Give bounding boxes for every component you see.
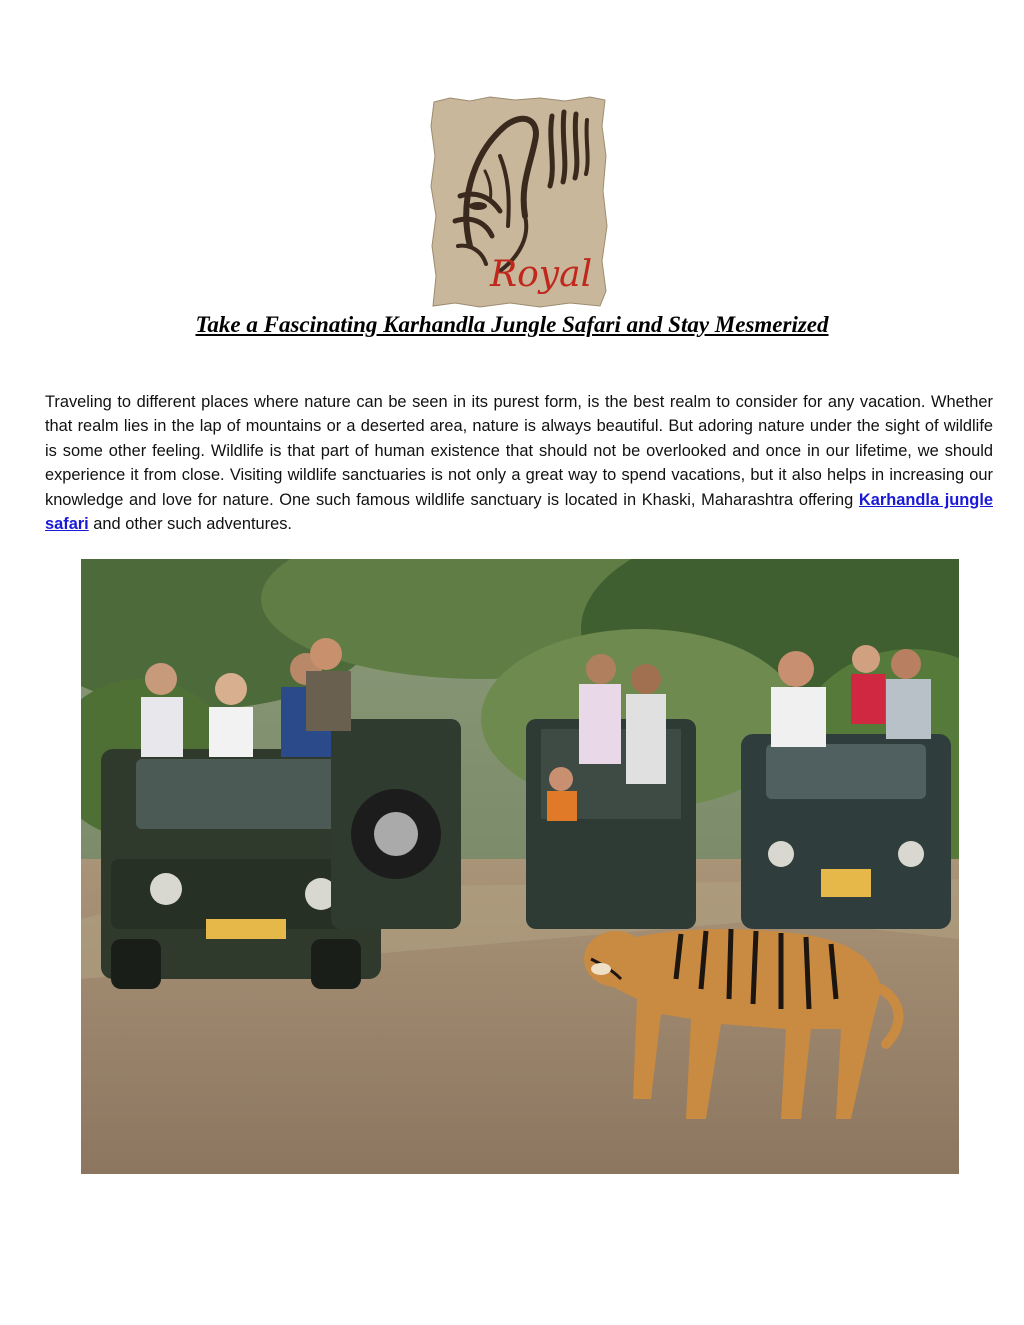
svg-text:Royal: Royal (490, 254, 593, 295)
paragraph-text-end: and other such adventures. (88, 515, 292, 534)
karhandla-safari-link[interactable]: Karhandla jungle safari (45, 490, 993, 534)
safari-scene-image (81, 559, 959, 1174)
tiger-logo-icon (430, 96, 608, 308)
paragraph-text: Traveling to different places where nature can be seen in its purest form, is the best realm to consider for any vacation. Whether that realm lies in the lap of mountains or a deserted area, nature is always beautiful. But adoring nature under the sight of wildlife is some other feeling. Wildlife is that part of human existence that should not be overlooked and once in our lifetime, we should experience it from close. Visiting wildlife sanctuaries is not only a great way to spend vacations, but it also helps in increasing our knowledge and love for nature. One such famous wildlife sanctuary is located in Khaski, Maharashtra offering (45, 393, 993, 509)
page-title: Take a Fascinating Karhandla Jungle Safari and Stay Mesmerized (195, 312, 829, 337)
intro-paragraph (45, 390, 993, 536)
royal-logo (430, 96, 608, 308)
safari-photo (81, 559, 959, 1174)
